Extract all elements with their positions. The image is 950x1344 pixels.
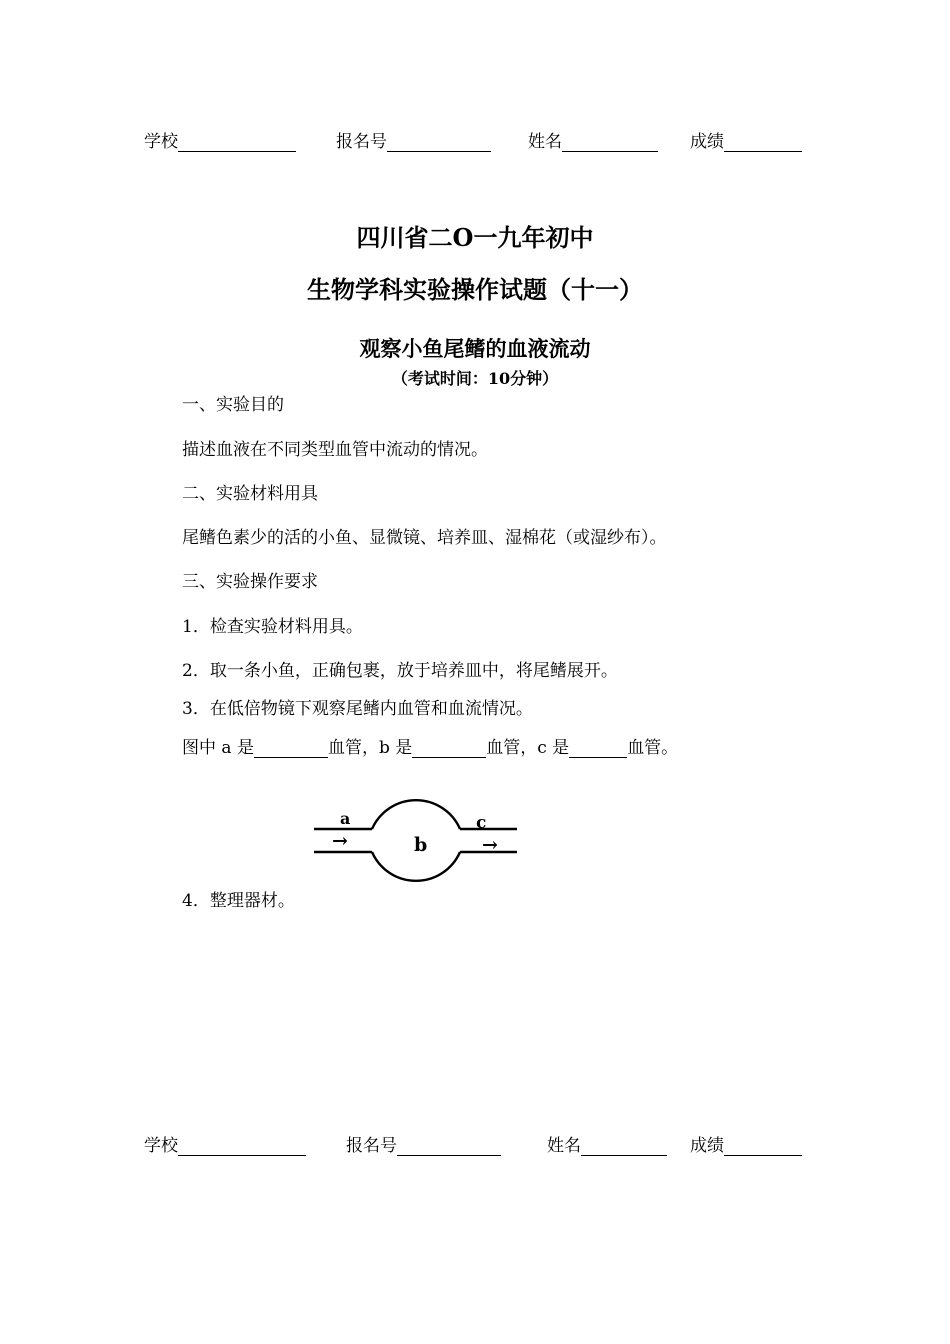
step-2: 2．取一条小鱼，正确包裹，放于培养皿中，将尾鳍展开。 (182, 661, 618, 681)
school-blank[interactable] (178, 133, 296, 152)
section3-heading: 三、实验操作要求 (182, 572, 318, 592)
question-mid2: 血管，c 是 (486, 738, 570, 758)
school-field (144, 127, 296, 152)
section1-text: 描述血液在不同类型血管中流动的情况。 (182, 440, 488, 460)
step-3: 3．在低倍物镜下观察尾鳍内血管和血流情况。 (182, 699, 533, 719)
subject-title: 观察小鱼尾鳍的血液流动 (359, 336, 591, 361)
question-prefix: 图中 a 是 (182, 738, 254, 758)
section1-heading: 一、实验目的 (182, 395, 284, 415)
answer-blank-b[interactable] (412, 739, 486, 758)
name-label: 姓名 (528, 132, 562, 152)
section2-heading: 二、实验材料用具 (182, 484, 318, 504)
name-blank[interactable] (562, 133, 658, 152)
name-field-bottom (547, 1131, 667, 1156)
name-label-bottom: 姓名 (547, 1136, 581, 1156)
score-label: 成绩 (690, 132, 724, 152)
header-row-bottom (144, 1131, 806, 1155)
question-suffix: 血管。 (627, 738, 679, 758)
section2-text: 尾鳍色素少的活的小鱼、显微镜、培养皿、湿棉花（或湿纱布）。 (182, 528, 667, 548)
reg-no-blank[interactable] (387, 133, 491, 152)
school-field-bottom (144, 1131, 306, 1156)
name-blank-bottom[interactable] (581, 1137, 667, 1156)
score-field (690, 127, 802, 152)
exam-time: （考试时间：10分钟） (391, 369, 559, 388)
school-label-bottom: 学校 (144, 1136, 178, 1156)
score-field-bottom (690, 1131, 802, 1156)
step-1: 1．检查实验材料用具。 (182, 617, 363, 637)
answer-blank-a[interactable] (254, 739, 328, 758)
label-b: b (414, 834, 428, 856)
step-4: 4．整理器材。 (182, 891, 295, 911)
name-field (528, 127, 658, 152)
reg-no-field-bottom (346, 1131, 501, 1156)
answer-blank-c[interactable] (569, 739, 627, 758)
header-row-top (144, 127, 806, 151)
reg-no-label: 报名号 (336, 132, 387, 152)
blood-vessel-diagram (310, 788, 525, 894)
question-line (182, 733, 678, 758)
score-blank-bottom[interactable] (724, 1137, 802, 1156)
arrow-in-icon: → (332, 830, 348, 852)
score-label-bottom: 成绩 (690, 1136, 724, 1156)
arrow-out-icon: → (482, 834, 498, 856)
score-blank[interactable] (724, 133, 802, 152)
reg-no-field (336, 127, 491, 152)
title-line1: 四川省二O一九年初中 (356, 223, 594, 252)
reg-no-blank-bottom[interactable] (397, 1137, 501, 1156)
school-label: 学校 (144, 132, 178, 152)
school-blank-bottom[interactable] (178, 1137, 306, 1156)
question-mid1: 血管，b 是 (327, 738, 413, 758)
label-a: a (340, 809, 351, 828)
title-line2: 生物学科实验操作试题（十一） (307, 275, 643, 304)
label-c: c (476, 813, 487, 833)
reg-no-label-bottom: 报名号 (346, 1136, 397, 1156)
